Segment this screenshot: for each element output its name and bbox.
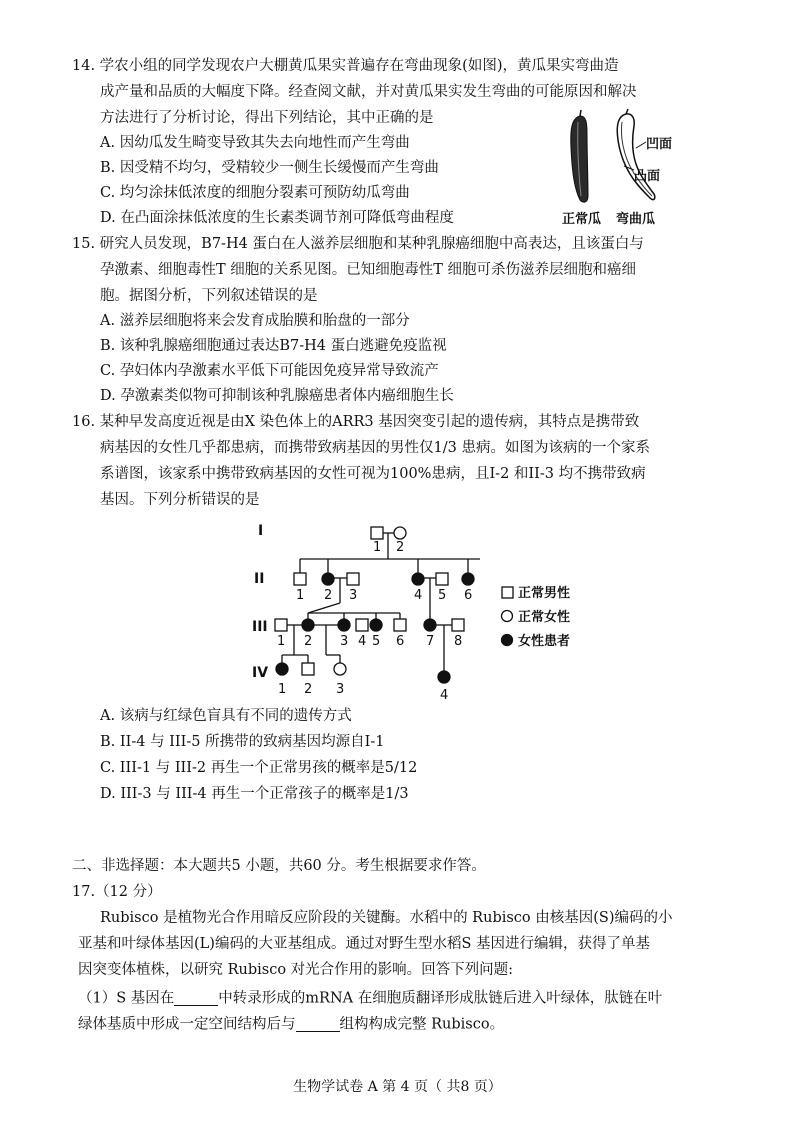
pedigree-i2-normal-female bbox=[394, 527, 406, 539]
q16-line-1: 16. 某种早发高度近视是由X 染色体上的ARR3 基因突变引起的遗传病，其特点是携带致 bbox=[72, 414, 640, 430]
q17-para-line-1: Rubisco 是植物光合作用暗反应阶段的关键酶。水稻中的 Rubisco 由核基因(S)编码的小 bbox=[100, 910, 673, 926]
pedigree-iii3-affected-female bbox=[338, 619, 350, 631]
answer-blank-1[interactable] bbox=[174, 990, 218, 1006]
q17-sub1-part-d: 组构构成完整 Rubisco。 bbox=[339, 1016, 505, 1033]
num-ii1: 1 bbox=[296, 588, 305, 603]
pedigree-chart bbox=[240, 515, 600, 705]
generation-label-ii: II bbox=[254, 571, 265, 587]
q15-option-d: D. 孕激素类似物可抑制该种乳腺癌患者体内癌细胞生长 bbox=[100, 388, 454, 404]
num-ii4: 4 bbox=[414, 588, 423, 603]
pedigree-ii2-affected-female bbox=[322, 573, 334, 585]
pedigree-iv3-normal-female bbox=[334, 663, 346, 675]
q14-option-a: A. 因幼瓜发生畸变导致其失去向地性而产生弯曲 bbox=[100, 135, 410, 151]
pedigree-iv1-affected-female bbox=[276, 663, 288, 675]
concave-label: 凹面 bbox=[646, 137, 673, 152]
num-iv4: 4 bbox=[440, 688, 449, 703]
legend-normal-female: 正常女性 bbox=[518, 610, 571, 625]
q14-option-c: C. 均匀涂抹低浓度的细胞分裂素可预防幼瓜弯曲 bbox=[100, 185, 410, 201]
pedigree-i1-normal-male bbox=[371, 527, 383, 539]
answer-blank-2[interactable] bbox=[296, 1016, 340, 1032]
q15-line-3: 胞。据图分析，下列叙述错误的是 bbox=[100, 288, 318, 304]
num-iv2: 2 bbox=[304, 682, 313, 697]
pedigree-iii4-male bbox=[356, 619, 368, 631]
generation-label-iv: IV bbox=[252, 665, 269, 681]
pedigree-ii5-normal-male bbox=[436, 573, 448, 585]
legend-normal-male: 正常男性 bbox=[518, 586, 571, 601]
bent-cucumber-icon bbox=[617, 109, 655, 200]
pedigree-iv4-affected-female bbox=[438, 671, 450, 683]
q15-line-1: 15. 研究人员发现，B7-H4 蛋白在人滋养层细胞和某种乳腺癌细胞中高表达，且该蛋白与 bbox=[72, 236, 644, 252]
q17-para-line-3: 因突变体植株，以研究 Rubisco 对光合作用的影响。回答下列问题: bbox=[78, 962, 514, 978]
q14-line-1: 14. 学农小组的同学发现农户大棚黄瓜果实普遍存在弯曲现象(如图)，黄瓜果实弯曲造 bbox=[72, 58, 619, 74]
q14-line-3: 方法进行了分析讨论，得出下列结论，其中正确的是 bbox=[100, 110, 434, 126]
legend-female-circle-icon bbox=[502, 611, 513, 622]
q15-option-a: A. 滋养层细胞将来会发育成胎膜和胎盘的一部分 bbox=[100, 313, 410, 329]
pedigree-iii5-affected-female bbox=[370, 619, 382, 631]
q16-option-d: D. III-3 与 III-4 再生一个正常孩子的概率是1/3 bbox=[100, 786, 409, 802]
pedigree-iii6-normal-male bbox=[394, 619, 406, 631]
q17-header: 17.（12 分） bbox=[72, 884, 162, 900]
generation-label-iii: III bbox=[252, 619, 268, 635]
pedigree-ii3-normal-male bbox=[347, 573, 359, 585]
bent-cucumber-label: 弯曲瓜 bbox=[616, 212, 656, 227]
pedigree-ii1-normal-male bbox=[294, 573, 306, 585]
num-iii6: 6 bbox=[396, 634, 405, 649]
num-i2: 2 bbox=[396, 540, 405, 555]
legend-male-square-icon bbox=[502, 587, 513, 598]
q17-sub1-line-1 bbox=[78, 990, 662, 1008]
pedigree-iii7-affected-female bbox=[424, 619, 436, 631]
q17-sub1-part-c: 绿体基质中形成一定空间结构后与 bbox=[78, 1016, 296, 1033]
page-footer: 生物学试卷 A 第 4 页（ 共8 页） bbox=[293, 1079, 502, 1095]
q16-line-2: 病基因的女性几乎都患病，而携带致病基因的男性仅1/3 患病。如图为该病的一个家系 bbox=[100, 440, 650, 456]
num-iv3: 3 bbox=[336, 682, 345, 697]
q16-line-3: 系谱图，该家系中携带致病基因的女性可视为100%患病，且I-2 和II-3 均不携带致病 bbox=[100, 466, 646, 482]
num-iii8: 8 bbox=[454, 634, 463, 649]
generation-label-i: I bbox=[258, 523, 264, 539]
num-ii6: 6 bbox=[464, 588, 473, 603]
num-iii1: 1 bbox=[277, 634, 286, 649]
pedigree-iii8-normal-male bbox=[452, 619, 464, 631]
q14-line-2: 成产量和品质的大幅度下降。经查阅文献，并对黄瓜果实发生弯曲的可能原因和解决 bbox=[100, 84, 637, 100]
q17-para-line-2: 亚基和叶绿体基因(L)编码的大亚基组成。通过对野生型水稻S 基因进行编辑，获得了单基 bbox=[78, 936, 650, 952]
q16-option-a: A. 该病与红绿色盲具有不同的遗传方式 bbox=[100, 708, 352, 724]
num-iii7: 7 bbox=[426, 634, 435, 649]
cucumber-figure bbox=[550, 108, 690, 230]
pedigree-ii6-affected-female bbox=[462, 573, 474, 585]
legend-affected-female: 女性患者 bbox=[518, 634, 571, 649]
normal-cucumber-icon bbox=[571, 110, 588, 202]
num-ii3: 3 bbox=[349, 588, 358, 603]
pedigree-iii2-affected-female bbox=[302, 619, 314, 631]
q17-sub1-part-a: （1）S 基因在 bbox=[78, 990, 175, 1007]
num-iii4: 4 bbox=[358, 634, 367, 649]
q15-option-b: B. 该种乳腺癌细胞通过表达B7-H4 蛋白逃避免疫监视 bbox=[100, 338, 447, 354]
q14-option-d: D. 在凸面涂抹低浓度的生长素类调节剂可降低弯曲程度 bbox=[100, 210, 454, 226]
num-iii2: 2 bbox=[304, 634, 313, 649]
q14-option-b: B. 因受精不均匀，受精较少一侧生长缓慢而产生弯曲 bbox=[100, 160, 439, 176]
q17-sub1-line-2 bbox=[78, 1016, 504, 1034]
num-iv1: 1 bbox=[278, 682, 287, 697]
q15-line-2: 孕激素、细胞毒性T 细胞的关系见图。已知细胞毒性T 细胞可杀伤滋养层细胞和癌细 bbox=[100, 262, 637, 278]
num-iii3: 3 bbox=[340, 634, 349, 649]
num-iii5: 5 bbox=[372, 634, 381, 649]
section2-heading: 二、非选择题：本大题共5 小题，共60 分。考生根据要求作答。 bbox=[72, 858, 486, 874]
num-i1: 1 bbox=[373, 540, 382, 555]
convex-label: 凸面 bbox=[634, 169, 661, 184]
pedigree-iv2-normal-male bbox=[302, 663, 314, 675]
q16-option-b: B. II-4 与 III-5 所携带的致病基因均源自I-1 bbox=[100, 734, 385, 750]
q17-sub1-part-b: 中转录形成的mRNA 在细胞质翻译形成肽链后进入叶绿体，肽链在叶 bbox=[218, 990, 663, 1007]
pedigree-iii1-normal-male bbox=[275, 619, 287, 631]
pedigree-ii4-affected-female bbox=[412, 573, 424, 585]
legend-affected-female-icon bbox=[502, 635, 513, 646]
num-ii2: 2 bbox=[324, 588, 333, 603]
num-ii5: 5 bbox=[438, 588, 447, 603]
q15-option-c: C. 孕妇体内孕激素水平低下可能因免疫异常导致流产 bbox=[100, 363, 439, 379]
normal-cucumber-label: 正常瓜 bbox=[562, 212, 602, 227]
q16-line-4: 基因。下列分析错误的是 bbox=[100, 492, 260, 508]
q16-option-c: C. III-1 与 III-2 再生一个正常男孩的概率是5/12 bbox=[100, 760, 418, 776]
